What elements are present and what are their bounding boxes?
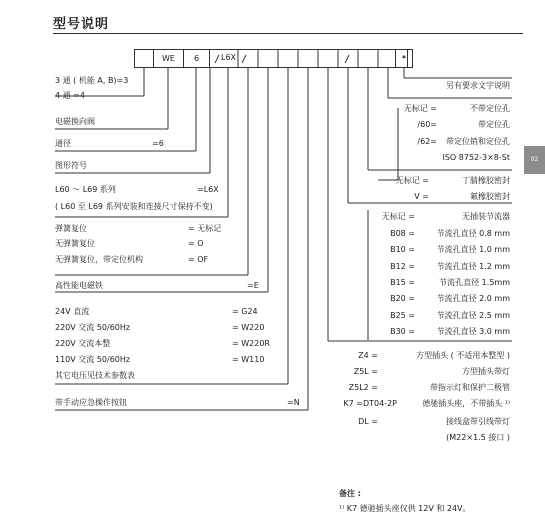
throttle-code-0: 无标记 = [381,212,415,221]
plug-code-2: Z5L2 = [348,383,378,392]
valve-type-label: 电磁换向阀 [55,117,95,126]
voltage-value-0: = G24 [232,307,258,316]
throttle-text-0: 无插装节流器 [462,212,510,221]
chapter-tab: 02 [524,146,545,174]
size-label: 通径 [55,139,71,148]
voltage-value-2: = W220R [232,339,270,348]
seal-code-0: 无标记 = [395,176,429,185]
code-box-we: WE [153,49,184,68]
note-title: 备注 : [339,489,361,498]
size-value: =6 [152,139,164,148]
plug-code-3: K7 =DT04-2P [343,399,397,408]
magnet-label: 高性能电磁铁 [55,281,103,290]
voltage-label-0: 24V 直流 [55,307,90,316]
spring-label-2: 无弹簧复位，带定位机构 [55,255,143,264]
throttle-text-5: 节流孔直径 2.0 mm [436,294,510,303]
seal-text-1: 氟橡胶密封 [470,192,510,201]
plug-code-4: DL = [358,417,378,426]
symbol-label: 图形符号 [55,161,87,170]
ways-3: 3 通 ( 机能 A, B)=3 [55,76,129,85]
pin-code-2: /62= [417,137,437,146]
other-requirements: 另有要求文字说明 [446,81,510,90]
plug-code-0: Z4 = [358,351,378,360]
plug-text-5: (M22×1.5 接口 ) [446,433,510,442]
spring-value-1: = O [188,239,204,248]
voltage-value-1: = W220 [232,323,265,332]
magnet-value: =E [247,281,259,290]
plug-text-3: 德驰插头座，不带插头 ¹⁾ [422,399,510,408]
manual-override-label: 带手动应急操作按钮 [55,398,127,407]
pin-text-3: ISO 8752-3×8-St [442,153,510,162]
plug-code-1: Z5L = [353,367,378,376]
throttle-code-7: B30 = [390,327,415,336]
throttle-code-6: B25 = [390,311,415,320]
throttle-text-7: 节流孔直径 3.0 mm [436,327,510,336]
throttle-text-3: 节流孔直径 1.2 mm [436,262,510,271]
throttle-code-4: B15 = [390,278,415,287]
throttle-text-4: 节流孔直径 1.5mm [439,278,510,287]
throttle-code-2: B10 = [390,245,415,254]
spring-value-0: = 无标记 [188,224,222,233]
pin-text-1: 带定位孔 [478,120,510,129]
pin-text-2: 带定位销和定位孔 [446,137,510,146]
voltage-label-4: 其它电压见技术参数表 [55,371,135,380]
code-series: L6X [221,53,237,62]
ways-4: 4 通 =4 [55,91,85,100]
seal-code-1: V = [414,192,429,201]
pin-code-0: 无标记 = [403,104,437,113]
throttle-code-1: B08 = [390,229,415,238]
series-label: L60 ～ L69 系列 [55,185,116,194]
voltage-label-3: 110V 交流 50/60Hz [55,355,131,364]
code-box-size: 6 [183,49,210,68]
throttle-text-2: 节流孔直径 1.0 mm [436,245,510,254]
throttle-code-3: B12 = [390,262,415,271]
throttle-text-1: 节流孔直径 0.8 mm [436,229,510,238]
throttle-code-5: B20 = [390,294,415,303]
manual-override-value: =N [287,398,300,407]
series-note: ( L60 至 L69 系列安装和连接尺寸保持不变) [55,202,213,211]
plug-text-4: 接线盒带引线带灯 [446,417,510,426]
spring-label-1: 无弹簧复位 [55,239,95,248]
voltage-label-1: 220V 交流 50/60Hz [55,323,131,332]
plug-text-1: 方型插头带灯 [462,367,510,376]
code-box-star: * [395,49,413,68]
voltage-value-3: = W110 [232,355,265,364]
voltage-label-2: 220V 交流本整 [55,339,111,348]
pin-code-1: /60= [417,120,437,129]
spring-label-0: 弹簧复位 [55,224,87,233]
spring-value-2: = OF [188,255,209,264]
series-value: =L6X [197,185,219,194]
note-text: ¹⁾ K7 德驰插头座仅供 12V 和 24V。 [339,504,471,513]
plug-text-2: 带指示灯和保护二极管 [430,383,510,392]
page-title: 型号说明 [53,17,110,32]
seal-text-0: 丁腈橡胶密封 [462,176,510,185]
pin-text-0: 不带定位孔 [470,104,510,113]
plug-text-0: 方型插头 ( 不适用本整型 ) [416,351,510,360]
throttle-text-6: 节流孔直径 2.5 mm [436,311,510,320]
